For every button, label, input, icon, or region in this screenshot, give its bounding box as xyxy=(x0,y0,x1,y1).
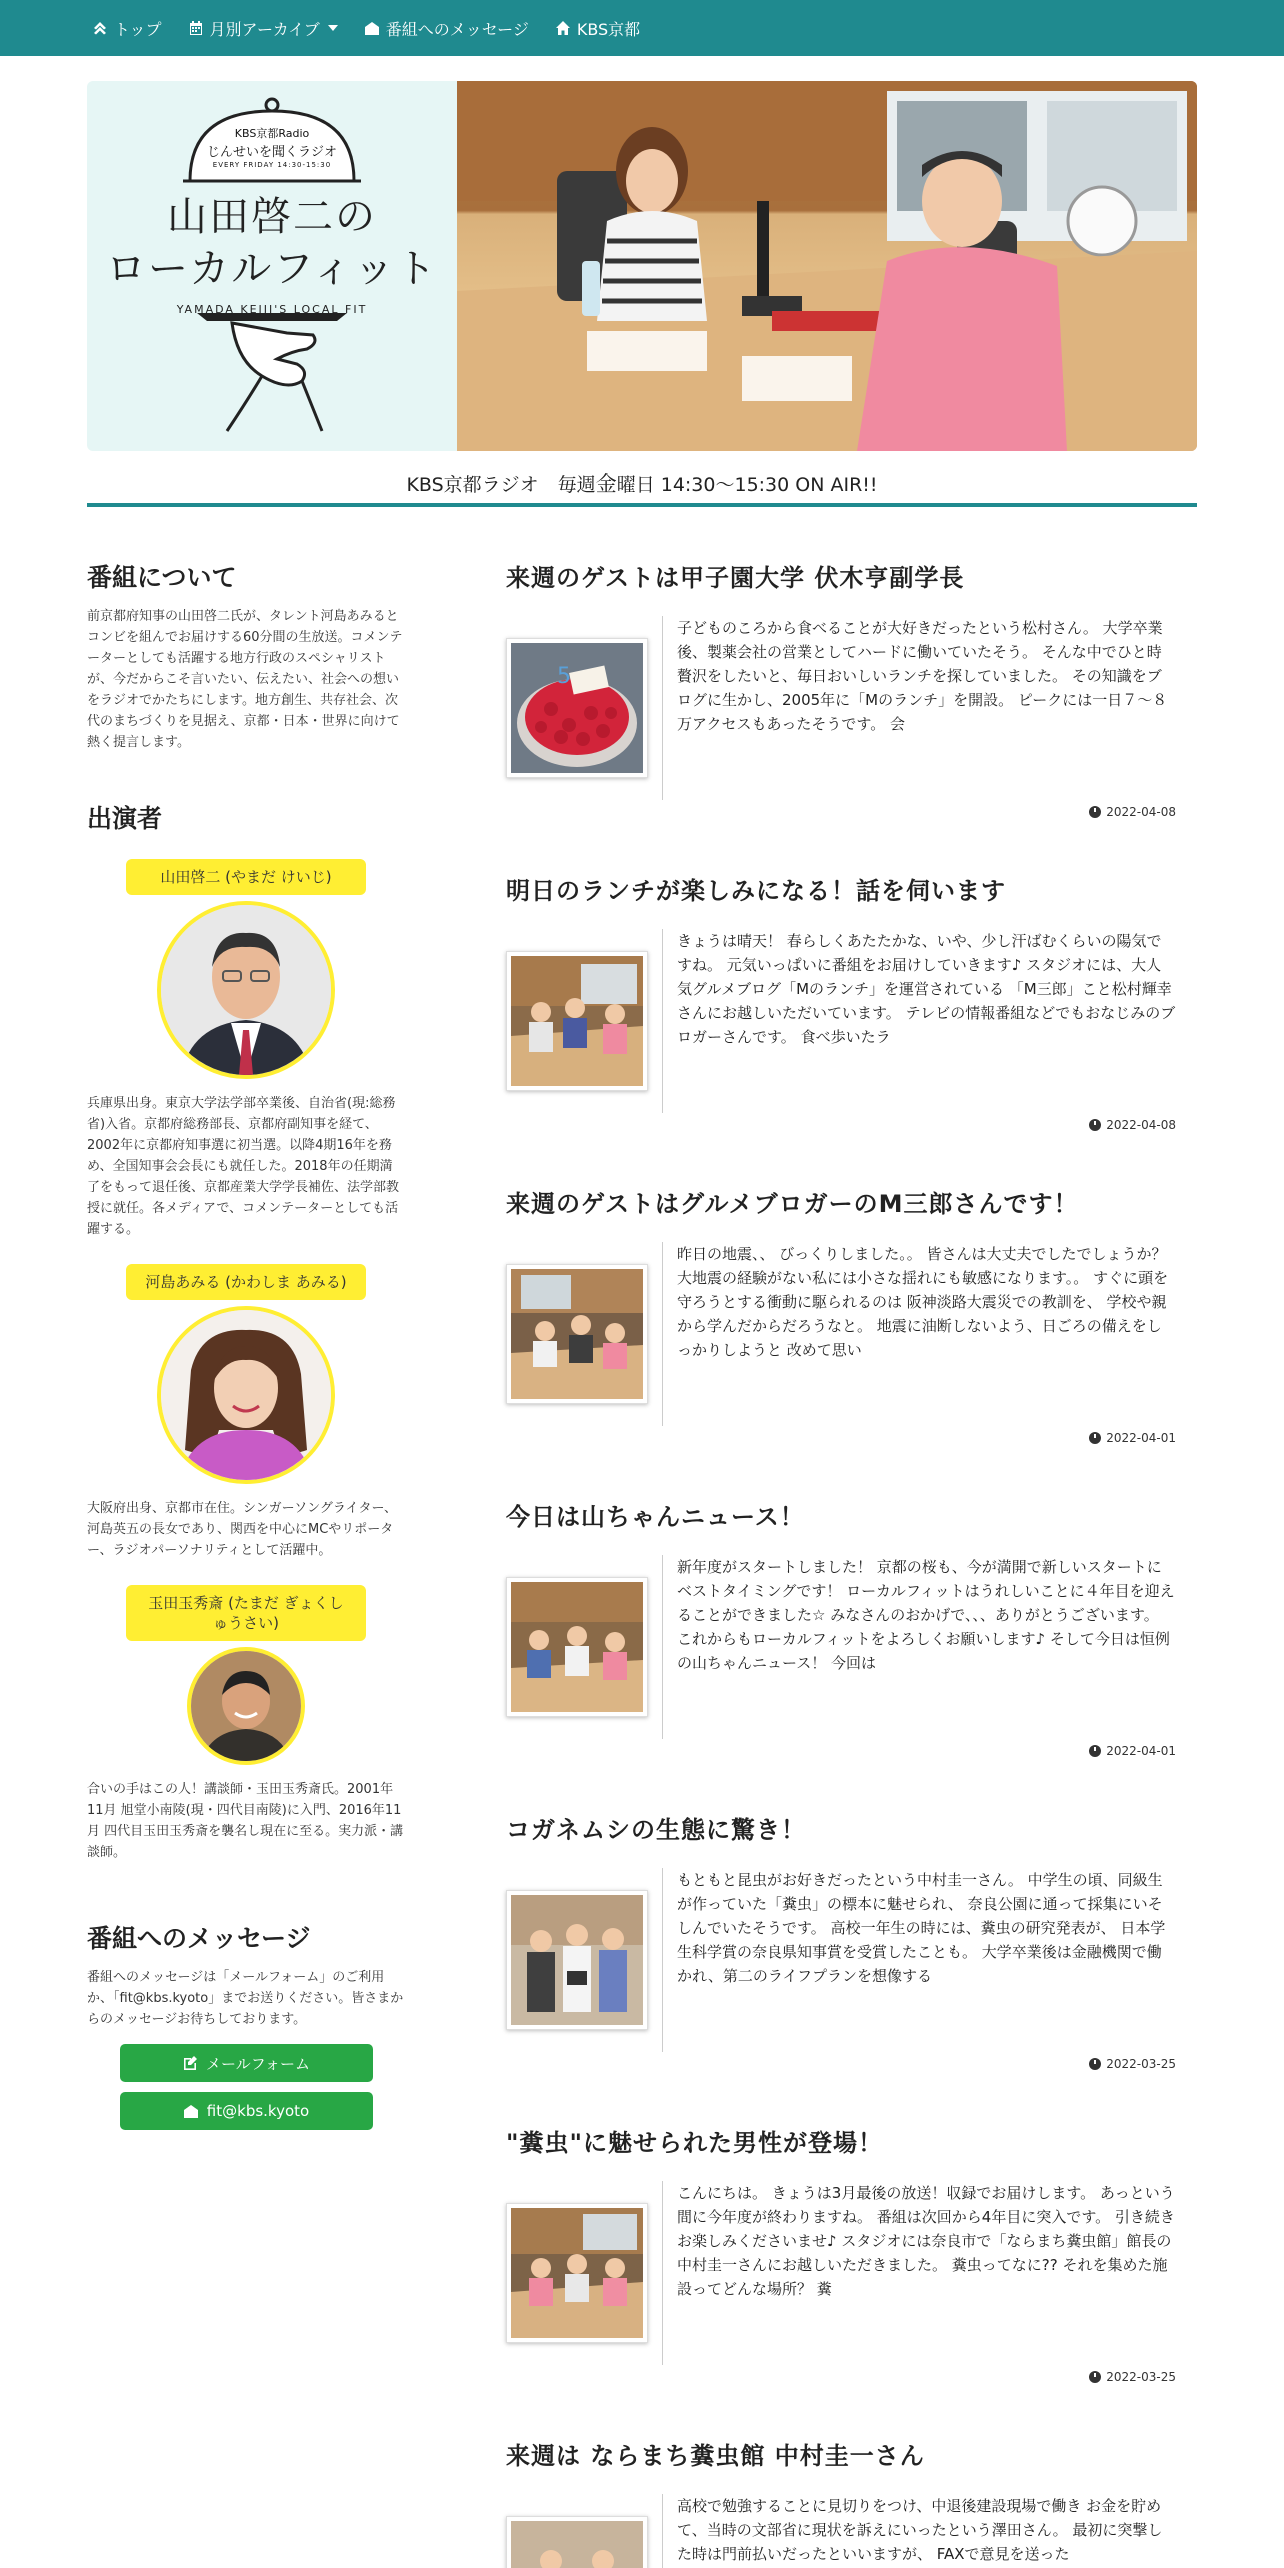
post-date-text: 2022-04-01 xyxy=(1106,1744,1176,1758)
nav-top-label: トップ xyxy=(114,19,162,39)
clock-icon xyxy=(1089,1119,1101,1131)
post-date-text: 2022-04-08 xyxy=(1106,805,1176,819)
program-title-line2: ローカルフィット xyxy=(106,246,438,292)
post-image xyxy=(511,1895,643,2025)
tagline: じんせいを聞くラジオ xyxy=(206,145,337,160)
post-image xyxy=(511,2521,643,2568)
about-heading: 番組について xyxy=(87,563,237,592)
onair-day: 金 xyxy=(595,472,617,496)
sidebar xyxy=(87,558,405,2176)
post-card xyxy=(506,2440,1176,2568)
home-icon xyxy=(555,20,571,36)
mail-form-button[interactable] xyxy=(120,2044,373,2082)
post-thumbnail[interactable] xyxy=(506,1890,648,2030)
post-date xyxy=(1089,805,1176,819)
post-excerpt-wrap xyxy=(662,1555,1176,1739)
post-date-text: 2022-03-25 xyxy=(1106,2370,1176,2384)
avatar xyxy=(191,1651,301,1761)
post-image-illustration xyxy=(511,1582,643,1712)
post-excerpt: 昨日の地震、、 びっくりしました。。 皆さんは大丈夫でしたでしょうか？ 大地震の経験がない私には小さな揺れにも敏感になります。。 すぐに頭を守ろうとする衝動に駆られるのは 阪神淡路大震災での教訓を、 学校や親から学んだからだろうなと。 地震に油断しないよう、日ごろの備えをしっかりしようと 改めて思い xyxy=(677,1245,1169,1359)
post-title[interactable]: 来週は ならまち糞虫館 中村圭一さん xyxy=(506,2442,925,2470)
post-excerpt: 高校で勉強することに見切りをつけ、中退後建設現場で働き お金を貯めて、当時の文部省に現状を訴えにいったという澤田さん。 最初に突撃した時は門前払いだったといいますが、 FAXで意見を送った xyxy=(677,2497,1163,2563)
post-excerpt: きょうは晴天！ 春らしくあたたかな、いや、少し汗ばむくらいの陽気ですね。 元気いっぱいに番組をお届けしていきます♪ スタジオには、大人気グルメブログ「Mのランチ」を運営されている 「M三郎」こと松村輝幸さんにお越しいただいています。 テレビの情報番組などでもおなじみのブロガーさんです。 食べ歩いたラ xyxy=(677,932,1176,1046)
post-image xyxy=(511,1582,643,1712)
post-card xyxy=(506,1814,1176,2127)
cast-photo xyxy=(157,1306,335,1484)
program-title xyxy=(87,191,457,295)
post-date-text: 2022-04-01 xyxy=(1106,1431,1176,1445)
program-subtitle: YAMADA KEIJI'S LOCAL FIT xyxy=(176,303,368,316)
clock-icon xyxy=(1089,1745,1101,1757)
program-logo xyxy=(87,81,457,451)
studio-photo-illustration xyxy=(457,81,1197,451)
post-excerpt: こんにちは。 きょうは3月最後の放送！収録でお届けします。 あっという間に今年度が終わりますね。 番組は次回から4年目に突入です。 引き続きお楽しみくださいませ♪ スタジオには奈良市で「ならまち糞虫館」館長の 中村圭一さんにお越しいただきました。 糞虫ってなに?? それを集めた施設ってどんな場所？ 糞 xyxy=(677,2184,1175,2298)
about-section xyxy=(87,558,405,753)
post-body xyxy=(506,1868,1176,2052)
post-thumbnail[interactable] xyxy=(506,951,648,1091)
post-list xyxy=(506,562,1176,2568)
post-thumbnail[interactable] xyxy=(506,1577,648,1717)
schedule-small: EVERY FRIDAY 14:30-15:30 xyxy=(212,161,332,169)
cast-member xyxy=(87,1264,405,1561)
cast-photo xyxy=(157,901,335,1079)
post-body xyxy=(506,929,1176,1113)
edit-icon xyxy=(182,2055,198,2071)
onair-prefix: KBS京都ラジオ 毎週 xyxy=(406,474,596,496)
nav-kbs-kyoto[interactable] xyxy=(555,17,640,40)
about-text: 前京都府知事の山田啓二氏が、タレント河島あみるとコンビを組んでお届けする60分間の生放送。コメンテーターとしても活躍する地方行政のスペシャリストが、今だからこそ言いたい、伝えたい、社会への想いをラジオでかたちにします。地方創生、共存社会、次代のまちづくりを見据え、京都・日本・世界に向けて熱く提言します。 xyxy=(87,609,403,750)
post-card xyxy=(506,875,1176,1188)
post-excerpt: もともと昆虫がお好きだったという中村圭一さん。 中学生の頃、同級生が作っていた「糞虫」の標本に魅せられ、 奈良公園に通って採集にいそしんでいたそうです。 高校一年生の時には、糞虫の研究発表が、 日本学生科学賞の奈良県知事賞を受賞したことも。 大学卒業後は金融機関で働かれ、第二のライフプランを想像する xyxy=(677,1871,1166,1985)
post-card xyxy=(506,1188,1176,1501)
post-excerpt-wrap xyxy=(662,929,1176,1113)
post-card xyxy=(506,2127,1176,2440)
post-image-illustration xyxy=(511,2208,643,2338)
post-excerpt-wrap xyxy=(662,2494,1176,2568)
post-excerpt-wrap xyxy=(662,616,1176,800)
post-date xyxy=(1089,2370,1176,2384)
cast-member xyxy=(87,1585,405,1863)
post-image xyxy=(511,643,643,773)
cast-desc: 合いの手はこの人！講談師・玉田玉秀斎氏。2001年11月 旭堂小南陵(現・四代目南陵)に入門、2016年11月 四代目玉田玉秀斎を襲名し現在に至る。実力派・講談師。 xyxy=(87,1782,404,1860)
nav-top[interactable] xyxy=(92,17,162,40)
envelope-open-icon xyxy=(364,20,380,36)
post-body xyxy=(506,1242,1176,1426)
cast-name: 玉田玉秀斎 (たまだ ぎょくしゅうさい) xyxy=(126,1585,366,1641)
onair-suffix: 曜日 14:30～15:30 ON AIR!! xyxy=(616,474,878,496)
nav-monthly-archive-label: 月別アーカイブ xyxy=(209,19,320,39)
cast-section xyxy=(87,799,405,1863)
post-image xyxy=(511,2208,643,2338)
onair-schedule xyxy=(87,468,1197,498)
post-date xyxy=(1089,1118,1176,1132)
nav-message-label: 番組へのメッセージ xyxy=(385,19,529,39)
post-thumbnail[interactable] xyxy=(506,638,648,778)
email-button[interactable] xyxy=(120,2092,373,2130)
post-card xyxy=(506,1501,1176,1814)
clock-icon xyxy=(1089,1432,1101,1444)
clock-icon xyxy=(1089,2058,1101,2070)
post-title[interactable]: コガネムシの生態に驚き！ xyxy=(506,1816,806,1844)
post-date xyxy=(1089,1744,1176,1758)
post-title[interactable]: "糞虫"に魅せられた男性が登場！ xyxy=(506,2129,884,2157)
post-thumbnail[interactable] xyxy=(506,1264,648,1404)
post-card xyxy=(506,562,1176,875)
post-image-illustration xyxy=(511,2521,643,2568)
post-title[interactable]: 今日は山ちゃんニュース！ xyxy=(506,1503,805,1531)
studio-photo xyxy=(457,81,1197,451)
cast-name: 山田啓二 (やまだ けいじ) xyxy=(126,859,366,895)
nav-kbs-kyoto-label: KBS京都 xyxy=(576,19,641,39)
cast-desc: 兵庫県出身。東京大学法学部卒業後、自治省(現:総務省)入省。京都府総務部長、京都府副知事を経て、2002年に京都府知事選に初当選。以降4期16年を務め、全国知事会会長にも就任した。2018年の任期満了をもって退任後、京都産業大学学長補佐、法学部教授に就任。各メディアで、コメンテーターとしても活躍する。 xyxy=(87,1096,400,1237)
svg-text:5: 5 xyxy=(557,664,571,689)
post-excerpt-wrap xyxy=(662,1868,1176,2052)
chevron-down-icon xyxy=(328,25,338,31)
message-heading: 番組へのメッセージ xyxy=(87,1924,311,1953)
post-thumbnail[interactable] xyxy=(506,2203,648,2343)
post-image-illustration xyxy=(511,1269,643,1399)
cast-desc: 大阪府出身、京都市在住。シンガーソングライター、河島英五の長女であり、関西を中心にMCやリポーター、ラジオパーソナリティとして活躍中。 xyxy=(87,1501,397,1558)
post-title[interactable]: 来週のゲストはグルメブロガーのM三郎さんです！ xyxy=(506,1190,1079,1218)
post-excerpt: 子どものころから食べることが大好きだったという松村さん。 大学卒業後、製薬会社の営業としてハードに働いていたそう。 そんな中でひと時贅沢をしたいと、毎日おいしいランチを探していました。 その知識をブログに生かし、2005年に「Mのランチ」を開設。 ピークには一日７～８万アクセスもあったそうです。 会 xyxy=(677,619,1168,733)
message-section xyxy=(87,1919,405,2130)
cast-name: 河島あみる (かわしま あみる) xyxy=(126,1264,366,1300)
post-image-illustration xyxy=(511,643,643,773)
avatar xyxy=(161,905,331,1075)
post-body xyxy=(506,2181,1176,2365)
station-logo-text: KBS京都Radio xyxy=(234,127,310,140)
cast-member xyxy=(87,859,405,1240)
post-title[interactable]: 来週のゲストは甲子園大学 伏木亨副学長 xyxy=(506,564,965,592)
avatar xyxy=(161,1310,331,1480)
post-date-text: 2022-04-08 xyxy=(1106,1118,1176,1132)
divider xyxy=(87,503,1197,507)
post-body xyxy=(506,2494,1176,2568)
post-image-illustration xyxy=(511,1895,643,2025)
mail-form-label: メールフォーム xyxy=(206,2054,310,2073)
envelope-open-icon xyxy=(183,2103,199,2119)
post-excerpt-wrap xyxy=(662,2181,1176,2365)
email-label: fit@kbs.kyoto xyxy=(206,2102,310,2120)
clock-icon xyxy=(1089,806,1101,818)
post-excerpt: 新年度がスタートしました！ 京都の桜も、今が満開で新しいスタートにベストタイミングです！ ローカルフィットはうれしいことに４年目を迎えることができました☆ みなさんのおかげで、、、ありがとうございます。 これからもローカルフィットをよろしくお願いします♪ そして今日は恒例の山ちゃんニュース！ 今回は xyxy=(677,1558,1175,1672)
nav-message[interactable] xyxy=(364,17,529,40)
post-date xyxy=(1089,2057,1176,2071)
double-chevron-up-icon xyxy=(92,20,108,36)
post-image xyxy=(511,1269,643,1399)
program-title-line1: 山田啓二の xyxy=(167,194,377,240)
post-date-text: 2022-03-25 xyxy=(1106,2057,1176,2071)
cast-heading: 出演者 xyxy=(87,804,163,833)
post-thumbnail[interactable] xyxy=(506,2516,648,2568)
clock-icon xyxy=(1089,2371,1101,2383)
post-title[interactable]: 明日のランチが楽しみになる！話を伺います xyxy=(506,877,1006,905)
post-excerpt-wrap xyxy=(662,1242,1176,1426)
hero-banner xyxy=(87,81,1197,451)
post-body xyxy=(506,616,1176,800)
calendar-icon xyxy=(188,20,204,36)
top-navbar xyxy=(0,0,1284,56)
cast-photo xyxy=(187,1647,305,1765)
post-image-illustration xyxy=(511,956,643,1086)
message-text: 番組へのメッセージは「メールフォーム」のご利用か、「fit@kbs.kyoto」までお送りください。皆さまからのメッセージお待ちしております。 xyxy=(87,1970,404,2027)
post-image xyxy=(511,956,643,1086)
post-body xyxy=(506,1555,1176,1739)
post-date xyxy=(1089,1431,1176,1445)
nav-monthly-archive[interactable] xyxy=(188,17,338,40)
